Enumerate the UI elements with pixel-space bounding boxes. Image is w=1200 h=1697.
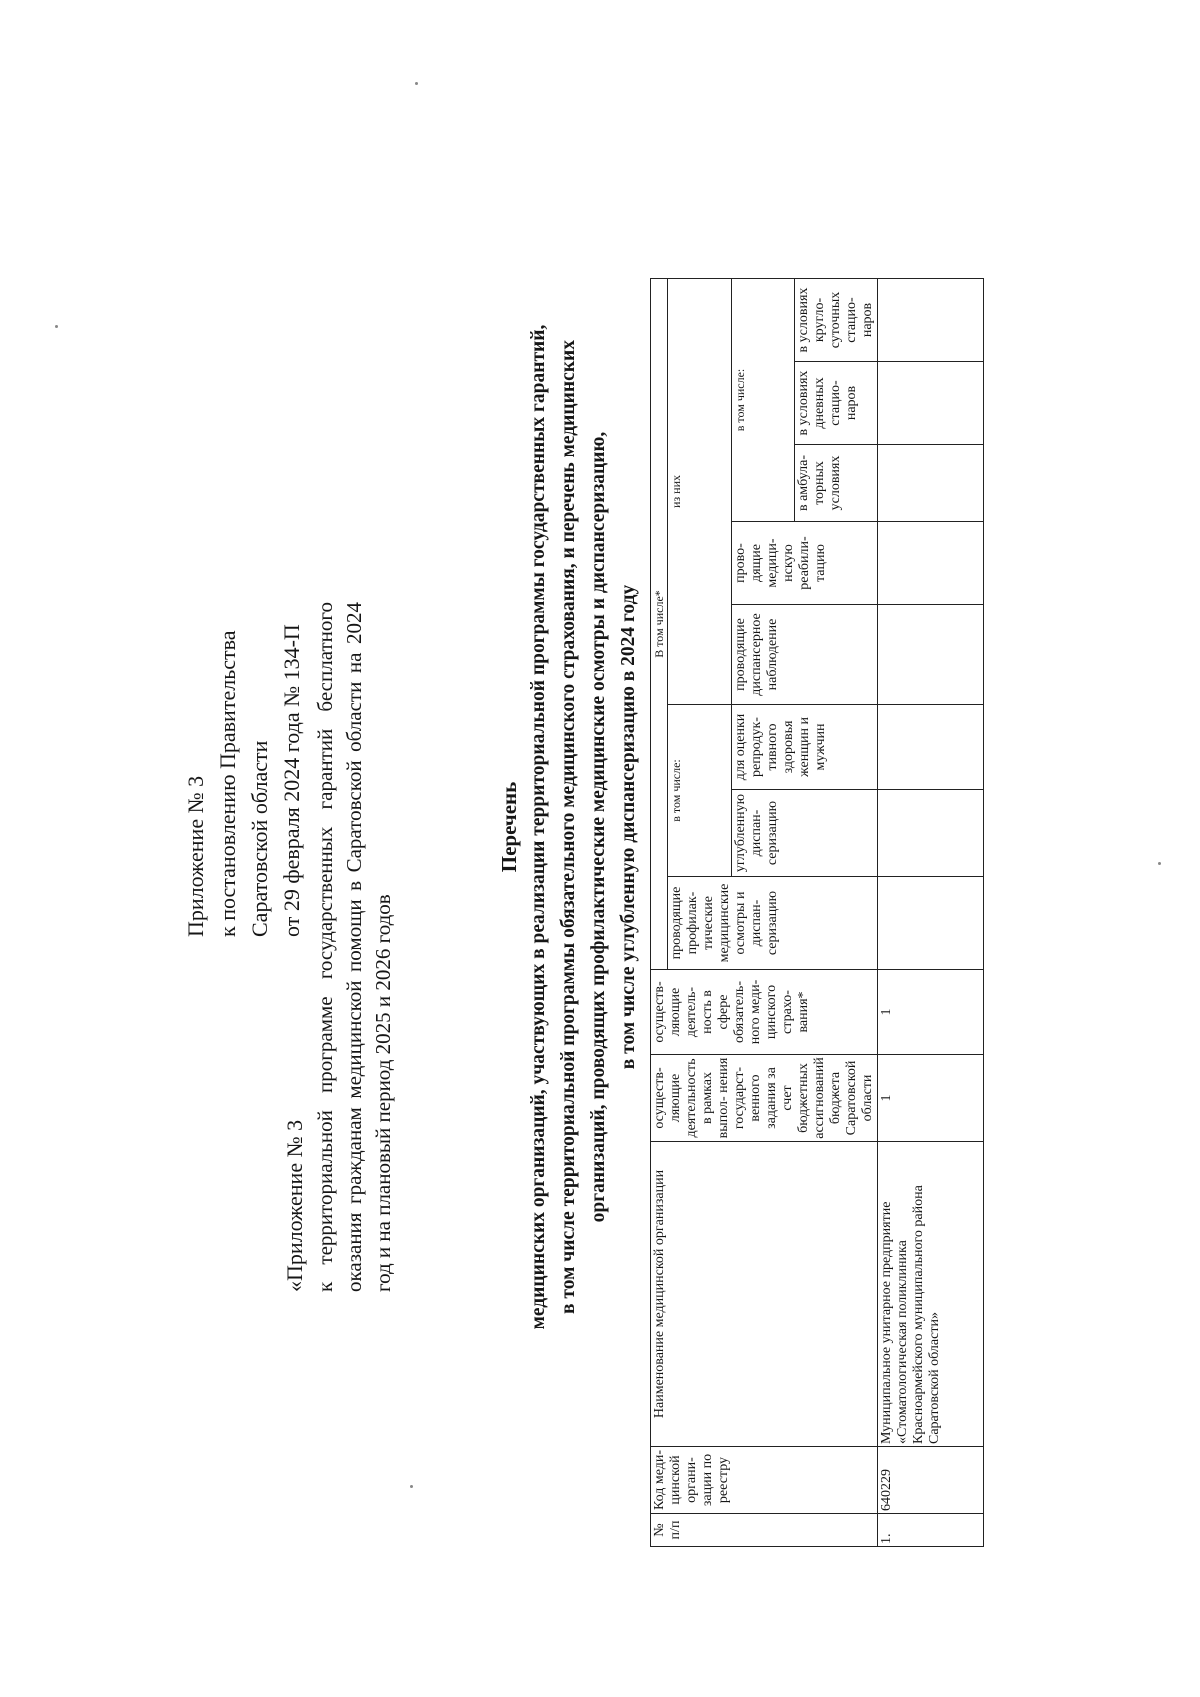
document-title <box>494 0 644 1677</box>
header-budget: осуществ- ляющие деятельность в рамках выпол- нения государст- венного задания за счет бюджетных ассигнований бюджета Саратовской области <box>651 1055 878 1142</box>
table-row <box>878 279 984 1547</box>
header-disp-observation: проводящие диспансерное наблюдение <box>731 605 878 705</box>
scan-speck <box>1158 862 1161 865</box>
header-deep-disp: углубленную диспан- серизацию <box>731 790 878 877</box>
cell-code: 640229 <box>878 1447 984 1514</box>
header-ambulatory: в амбула- торных условиях <box>795 445 878 522</box>
cell-org-name: Муниципальное унитарное предприятие «Стоматологическая поликлиника Красноармейского муниципального района Саратовской области» <box>878 1142 984 1447</box>
header-reproductive: для оценки репродук- тивного здоровья женщин и мужчин <box>731 705 878 790</box>
appendix-text: к территориальной программе государственных гарантий бесплатного оказания гражданам медицинской помощи в Саратовской области на 2024 год и на плановый период 2025 и 2026 годов <box>313 602 395 1292</box>
cell-disp-observation <box>878 605 984 705</box>
title-line: в том числе углубленную диспансеризацию в 2024 году <box>618 584 639 1070</box>
cell-deep-disp <box>878 790 984 877</box>
cell-ambulatory <box>878 445 984 522</box>
scan-speck <box>415 82 418 85</box>
cell-reproductive <box>878 705 984 790</box>
title-line: медицинских организаций, участвующих в реализации территориальной программы государственных гарантий, <box>528 324 549 1330</box>
header-rehab: прово- дящие медици- нскую реабили- тацию <box>731 522 878 605</box>
cell-day-hospital <box>878 362 984 445</box>
cell-budget: 1 <box>878 1055 984 1142</box>
header-round-hospital: в условиях кругло- суточных стацио- наров <box>795 279 878 362</box>
header-oms: осуществ- ляющие деятель- ность в сфере обязатель- ного меди- цинского страхо- вания* <box>651 970 878 1055</box>
header-prof-exams: проводящие профилак- тические медицинские осмотры и диспан- серизацию <box>668 877 878 970</box>
header-code: Код меди- цинской органи- зации по реестру <box>651 1447 878 1514</box>
decree-line: Саратовской области <box>247 740 272 937</box>
scan-speck <box>55 325 58 328</box>
title-word: Перечень <box>497 781 521 873</box>
header-of-them: из них <box>668 279 732 705</box>
header-org-name: Наименование медицинской организации <box>651 1142 878 1447</box>
cell-prof-exams <box>878 877 984 970</box>
cell-round-hospital <box>878 279 984 362</box>
title-line: организаций, проводящих профилактические медицинские осмотры и диспансеризацию, <box>588 431 609 1223</box>
cell-oms: 1 <box>878 970 984 1055</box>
header-number: № п/п <box>651 1514 878 1547</box>
header-including-a: в том числе: <box>668 705 732 877</box>
title-line: в том числе территориальной программы обязательного медицинского страхования, и перечень медицинских <box>558 340 579 1314</box>
decree-line: Приложение № 3 <box>183 775 208 937</box>
appendix-reference <box>280 602 398 1292</box>
scan-speck <box>410 1485 413 1488</box>
decree-line: к постановлению Правительства <box>215 630 240 937</box>
header-including-b: в том числе: <box>731 279 795 522</box>
table-header-row <box>651 279 668 1547</box>
decree-line: от 29 февраля 2024 года № 134-П <box>279 624 304 937</box>
cell-number: 1. <box>878 1514 984 1547</box>
appendix-heading: «Приложение № 3 <box>282 1119 307 1292</box>
organizations-table <box>650 278 984 1547</box>
cell-rehab <box>878 522 984 605</box>
header-including: В том числе* <box>651 279 668 970</box>
header-day-hospital: в условиях дневных стацио- наров <box>795 362 878 445</box>
